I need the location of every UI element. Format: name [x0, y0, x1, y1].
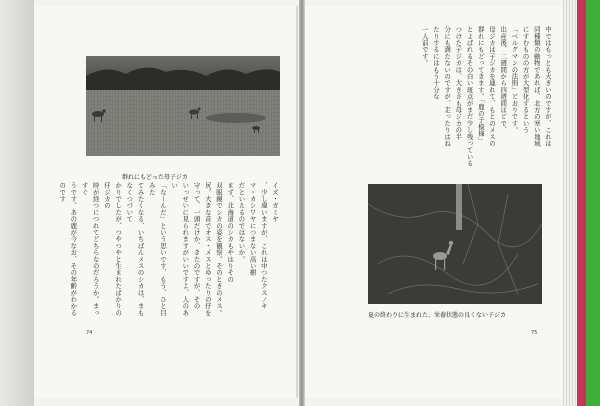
left-photo-caption: 群れにもどった母子ジカ: [122, 174, 188, 181]
fawn-photo: [368, 184, 542, 304]
left-page-edge: [0, 0, 34, 406]
right-page-edge: [563, 0, 577, 406]
book-cover-red: [577, 0, 586, 406]
left-page: [34, 6, 298, 398]
book-cover-green: [586, 0, 600, 406]
right-body-text: 中ではもっとも大きいのですが、これは 同種類の動物であれば、北方の寒い地域 にすむものの方が大型化するという 「ベルグマンの法則」どおりです。 出産後、二週間から四週間ほどで、 母ジカは子ジカを連れて、もとのメスの 群れにもどってきます。「鹿の子模様」 とよばれるその白い斑点がまだ少し残っている つけた子ジカは、大きさも母ジカの半 分にも満たないのですが、走ったりはね たりするにはもう十分な 一人前です。: [420, 26, 552, 167]
right-photo-caption: 夏の終わりに生まれた、栄養状態の良くない子ジカ: [368, 312, 507, 319]
left-body-text: イズ・ガミヤ 、少し違いますが、これは中つたクスノキマ・カシワヤにつまない高い樹 だといえるのではないか。 まず、北海道のシカもやはりその 双眼鏡でシカの姿を観察。そのときのメス。 尻。大きな音でオス・メスとゆったりの仔を 守って、一頭だけか、きたのですが、その いっせいに見られますがいいですよ、人のあい 「なーんだ」という思いです、もう、ひと目みた てみたくなる、いちばんメスのシカは、まもなくつづいて かりでしたが、つやつやと生まれたばかりの仔ジカの 時が経つにつれてどちらなのだろうか。まっすぐ うです。あの鹿が今なお、その年齢がわかるのです: [58, 182, 279, 316]
right-page: [305, 6, 563, 398]
meadow-deer-photo: [86, 56, 280, 156]
right-page-number: 75: [531, 330, 538, 336]
left-page-number: 74: [86, 330, 93, 336]
